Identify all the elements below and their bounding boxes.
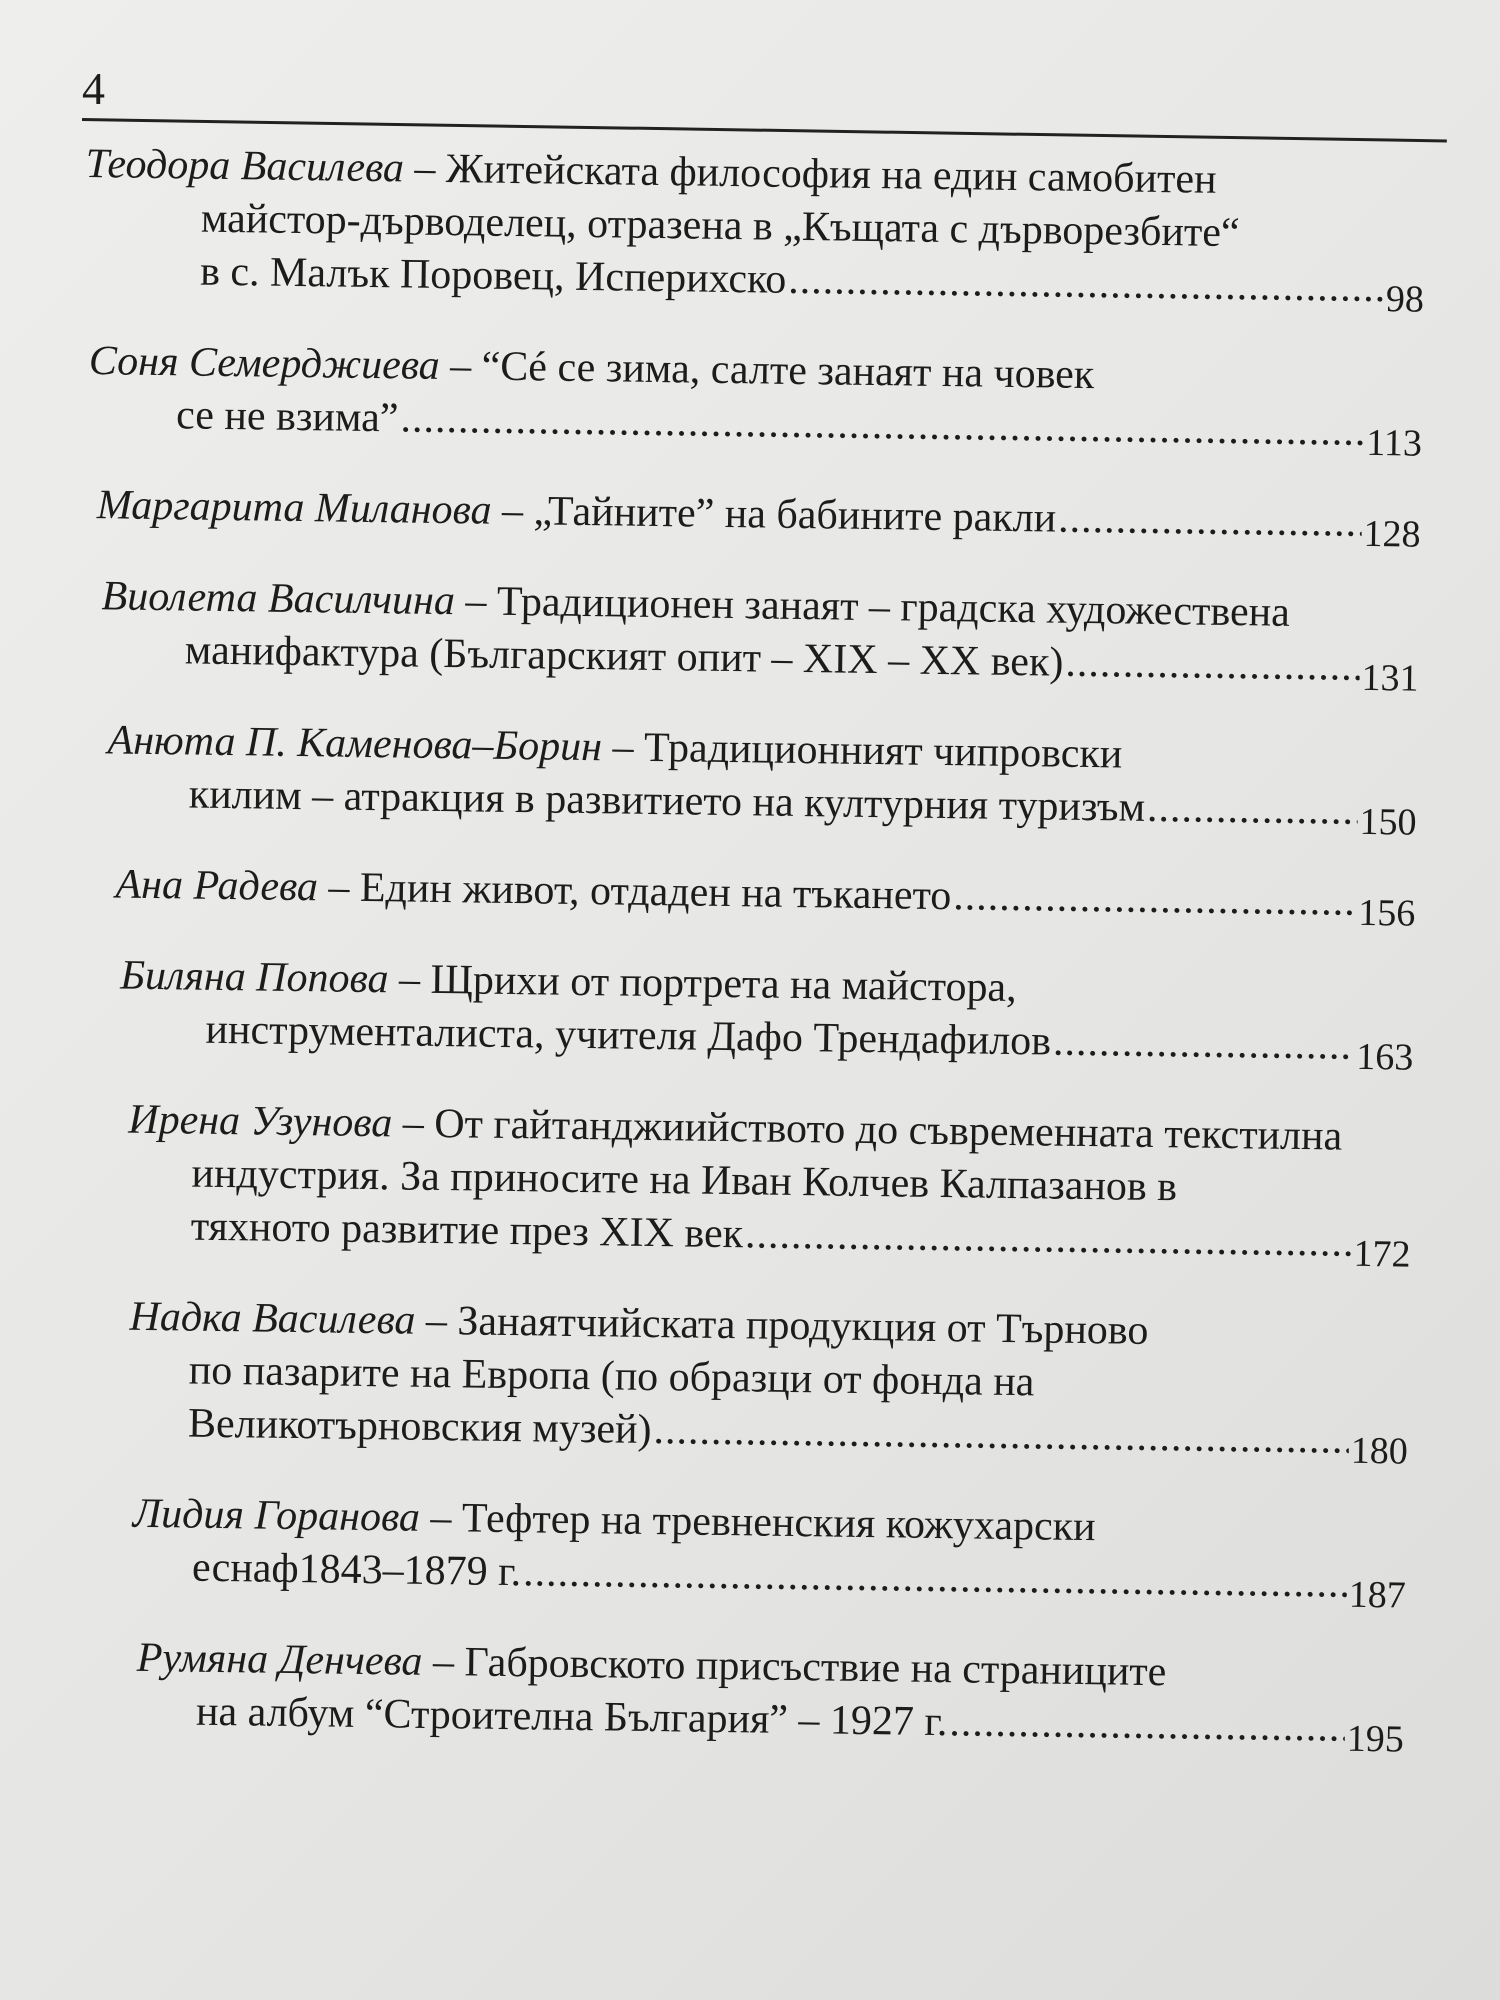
toc-entry <box>78 570 1419 700</box>
dot-leader <box>1053 1016 1355 1073</box>
entry-page-number: 187 <box>1348 1573 1407 1617</box>
table-of-contents <box>63 138 1446 1794</box>
entry-title-line: – Занаятчийската продукция от Търново <box>425 1297 1149 1354</box>
toc-entry <box>76 714 1417 844</box>
entry-author: Соня Семерджиева <box>88 338 441 389</box>
entry-title-line: на албум “Строителна България” – 1927 г. <box>195 1688 948 1746</box>
entry-title-line: се не взима” <box>175 392 399 442</box>
entry-author: Ирена Узунова <box>127 1096 393 1147</box>
entry-page-number: 156 <box>1358 891 1416 935</box>
entry-title-line: инструменталиста, учителя Дафо Трендафилов <box>205 1006 1052 1065</box>
entry-page-number: 98 <box>1385 278 1425 321</box>
entry-title-line: – Един живот, отдаден на тъкането <box>328 864 952 920</box>
entry-author: Румяна Денчева <box>136 1634 423 1685</box>
toc-entry <box>84 138 1426 321</box>
dot-leader <box>949 1696 1345 1755</box>
entry-author: Биляна Попова <box>119 952 389 1003</box>
entry-page-number: 113 <box>1365 421 1423 465</box>
entry-page-number: 180 <box>1350 1429 1409 1473</box>
toc-entry <box>73 949 1414 1079</box>
entry-page-number: 131 <box>1361 656 1419 700</box>
entry-title-line: индустрия. За приносите на Иван Колчев Калпазанов в <box>191 1150 1178 1211</box>
toc-entry <box>70 1093 1412 1276</box>
entry-title-line: в с. Малък Поровец, Исперихско <box>199 248 787 303</box>
dot-leader <box>1147 782 1358 838</box>
entry-page-number: 128 <box>1363 512 1421 556</box>
entry-title-line: – Традиционен занаят – градска художествена <box>465 578 1291 636</box>
entry-title-line: – Традиционният чипровски <box>612 724 1123 778</box>
header-rule <box>82 118 1447 142</box>
toc-entry <box>68 1290 1410 1473</box>
entry-author: Надка Василева <box>129 1293 416 1344</box>
entry-title-line: килим – атракция в развитието на културния туризъм <box>188 771 1146 831</box>
entry-title-line: – Житейската философия на един самобитен <box>414 145 1217 203</box>
dot-leader <box>1065 637 1360 694</box>
entry-author: Маргарита Миланова <box>96 482 492 534</box>
entry-author: Лидия Горанова <box>132 1490 421 1541</box>
entry-author: Виолета Василчина <box>101 573 456 625</box>
dot-leader <box>788 254 1384 315</box>
dot-leader <box>653 1404 1349 1467</box>
toc-entry <box>82 335 1423 465</box>
toc-entry <box>80 479 1421 556</box>
entry-page-number: 172 <box>1353 1232 1411 1276</box>
entry-title-line: еснаф1843–1879 г. <box>191 1544 522 1596</box>
entry-title-line: – “Сé се зима, салте занаят на човек <box>449 343 1095 399</box>
entry-title-line: – Щрихи от портрета на майстора, <box>398 956 1017 1012</box>
entry-title-line: Великотърновския музей) <box>187 1400 652 1454</box>
page-number: 4 <box>82 63 105 114</box>
entry-author: Анюта П. Каменова–Борин <box>107 717 603 771</box>
entry-title-line: манифактура (Българският опит – XIX – XX век) <box>184 627 1064 686</box>
entry-page-number: 163 <box>1356 1035 1414 1079</box>
toc-entry <box>66 1487 1407 1617</box>
entry-page-number: 195 <box>1346 1717 1405 1761</box>
entry-title-line: – „Тайните” на бабините ракли <box>501 487 1057 542</box>
dot-leader <box>1058 493 1362 550</box>
dot-leader <box>953 870 1357 929</box>
toc-entry <box>75 858 1416 935</box>
entry-title-line: – От гайтанджиийството до съвременната текстилна <box>402 1100 1343 1160</box>
entry-author: Теодора Василева <box>85 140 405 192</box>
entry-title-line: майстор-дърводелец, отразена в „Къщата с дърворезбите“ <box>200 195 1240 257</box>
dot-leader <box>523 1546 1348 1610</box>
entry-title-line: по пазарите на Европа (по образци от фонда на <box>188 1347 1035 1406</box>
entry-title-line: – Тефтер на тревненския кожухарски <box>430 1494 1096 1551</box>
entry-title-line: тяхното развитие през XIX век <box>190 1203 744 1258</box>
toc-entry <box>64 1631 1405 1761</box>
entry-page-number: 150 <box>1359 800 1417 844</box>
dot-leader <box>745 1208 1352 1269</box>
entry-title-line: – Габровското присъствие на страниците <box>432 1638 1167 1696</box>
entry-author: Ана Радева <box>115 861 319 911</box>
